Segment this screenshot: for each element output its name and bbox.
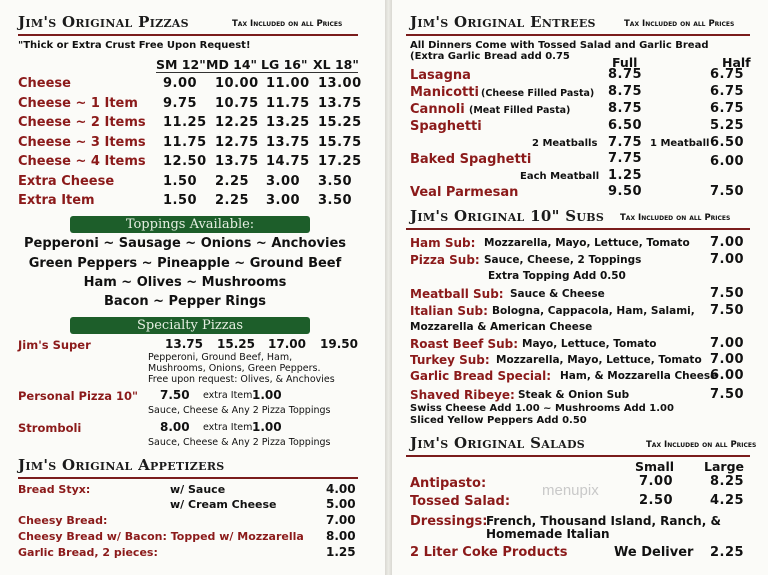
meatball-sub-price: 7.50: [710, 286, 745, 301]
ribeye-extra-1: Swiss Cheese Add 1.00 ~ Mushrooms Add 1.00: [410, 403, 674, 414]
pizza-row-price: 12.50: [163, 154, 207, 169]
pizza-sub-extra: Extra Topping Add 0.50: [488, 270, 626, 282]
pizza-row-price: 12.25: [215, 115, 259, 130]
pizza-row-price: 2.25: [215, 173, 250, 189]
antipasto-large: 8.25: [710, 474, 745, 489]
pizza-row-price: 3.00: [266, 173, 301, 189]
salads-large-header: Large: [704, 459, 744, 474]
cannoli-desc: (Meat Filled Pasta): [469, 105, 571, 116]
size-lg: LG 16": [261, 57, 308, 72]
size-md: MD 14": [206, 57, 258, 72]
pizza-row-price: 10.00: [215, 76, 259, 91]
cheesy-bread-label: Cheesy Bread:: [18, 514, 108, 527]
tossed-salad-large: 4.25: [710, 493, 745, 508]
manicotti-name: Manicotti: [410, 85, 479, 100]
ribeye-extra-2: Sliced Yellow Peppers Add 0.50: [410, 415, 587, 426]
lasagna-full: 8.75: [608, 67, 643, 82]
spaghetti-half: 5.25: [710, 118, 745, 133]
pizza-row-name: Cheese: [18, 76, 71, 91]
entrees-note-1: All Dinners Come with Tossed Salad and Garlic Bread: [410, 40, 709, 51]
garlic-bread-price: 1.25: [326, 545, 356, 559]
antipasto-name: Antipasto:: [410, 476, 487, 491]
turkey-sub-name: Turkey Sub:: [410, 353, 490, 367]
pizza-row-price: 9.75: [163, 95, 198, 111]
meatball-sub-name: Meatball Sub:: [410, 287, 504, 301]
roast-beef-sub-name: Roast Beef Sub:: [410, 337, 519, 351]
baked-spaghetti-full: 7.75: [608, 151, 643, 166]
turkey-sub-price: 7.00: [710, 352, 745, 367]
manicotti-full: 8.75: [608, 84, 643, 99]
stromboli-extra-label: extra Item: [203, 422, 253, 433]
two-meatballs-price: 7.75: [608, 135, 643, 150]
pizza-row-price: 2.25: [215, 193, 250, 208]
appetizers-heading: Jim's Original Appetizers: [18, 456, 225, 474]
stromboli-price: 8.00: [160, 420, 190, 434]
subs-heading: Jim's Original 10" Subs: [410, 207, 605, 225]
lasagna-name: Lasagna: [410, 68, 471, 83]
pizza-row-price: 12.75: [215, 134, 259, 150]
dressings-label: Dressings:: [410, 514, 488, 529]
toppings-line-1: Pepperoni ~ Sausage ~ Onions ~ Anchovies: [23, 236, 347, 251]
spaghetti-name: Spaghetti: [410, 119, 482, 134]
dressings-list-2: Homemade Italian: [486, 527, 610, 541]
pizza-row-name: Cheese ~ 1 Item: [18, 95, 138, 111]
cannoli-full: 8.75: [608, 101, 643, 116]
pizza-row-price: 3.00: [266, 193, 301, 208]
pizza-row-name: Extra Item: [18, 193, 95, 208]
bread-styx-cream: w/ Cream Cheese: [170, 498, 277, 511]
toppings-banner: Toppings Available:: [70, 216, 310, 233]
shaved-ribeye-price: 7.50: [710, 387, 745, 402]
entrees-full-header: Full: [612, 55, 638, 70]
dressings-list: French, Thousand Island, Ranch, &: [486, 514, 721, 528]
subs-rule: [406, 228, 750, 230]
pizza-row-price: 3.50: [318, 173, 353, 189]
personal-extra-price: 1.00: [252, 388, 282, 402]
pizza-row-name: Cheese ~ 2 Items: [18, 115, 146, 130]
salads-rule: [406, 455, 750, 457]
pizzas-heading: Jim's Original Pizzas: [18, 13, 189, 31]
cheesy-bread-price: 7.00: [326, 513, 356, 527]
we-deliver: We Deliver: [614, 545, 694, 560]
stromboli-desc: Sauce, Cheese & Any 2 Pizza Toppings: [148, 437, 331, 448]
personal-pizza-desc: Sauce, Cheese & Any 2 Pizza Toppings: [148, 405, 331, 416]
entrees-heading: Jim's Original Entrees: [410, 13, 596, 31]
bread-styx-sauce-price: 4.00: [326, 482, 356, 496]
ham-sub-desc: Mozzarella, Mayo, Lettuce, Tomato: [484, 237, 690, 249]
right-menu-page: [392, 0, 768, 575]
pizza-row-name: Extra Cheese: [18, 173, 115, 189]
pizza-row-price: 11.75: [266, 95, 310, 111]
turkey-sub-desc: Mozzarella, Mayo, Lettuce, Tomato: [496, 354, 702, 366]
cannoli-half: 6.75: [710, 101, 745, 116]
one-meatball-price: 6.50: [710, 135, 745, 150]
italian-sub-name: Italian Sub:: [410, 304, 488, 318]
each-meatball-label: Each Meatball: [520, 171, 600, 182]
crust-note: "Thick or Extra Crust Free Upon Request!: [18, 40, 251, 51]
jims-super-desc-1: Pepperoni, Ground Beef, Ham,: [148, 352, 293, 363]
veal-parmesan-full: 9.50: [608, 184, 643, 199]
garlic-special-price: 6.00: [710, 368, 745, 383]
spaghetti-full: 6.50: [608, 118, 643, 133]
baked-spaghetti-half: 6.00: [710, 154, 745, 169]
pizza-row-price: 13.25: [266, 115, 310, 130]
pizza-row-price: 1.50: [163, 173, 198, 189]
veal-parmesan-name: Veal Parmesan: [410, 185, 519, 200]
pizza-row-price: 11.25: [163, 115, 207, 130]
veal-parmesan-half: 7.50: [710, 184, 745, 199]
tossed-salad-small: 2.50: [639, 493, 674, 508]
manicotti-desc: (Cheese Filled Pasta): [481, 88, 595, 99]
italian-sub-price: 7.50: [710, 303, 745, 318]
jims-super-price-md: 15.25: [217, 337, 255, 351]
cheesy-bacon-price: 8.00: [326, 529, 356, 543]
pizza-sub-price: 7.00: [710, 252, 745, 267]
appetizers-rule: [18, 477, 358, 479]
personal-extra-label: extra Item: [203, 390, 253, 401]
pizza-row-price: 11.00: [266, 76, 310, 91]
roast-beef-sub-desc: Mayo, Lettuce, Tomato: [522, 338, 657, 350]
bread-styx-cream-price: 5.00: [326, 497, 356, 511]
salads-heading: Jim's Original Salads: [410, 434, 586, 452]
antipasto-small: 7.00: [639, 474, 674, 489]
lasagna-half: 6.75: [710, 67, 745, 82]
meatball-sub-desc: Sauce & Cheese: [510, 288, 605, 300]
pizza-row-price: 15.75: [318, 134, 362, 150]
pizza-row-price: 13.75: [266, 134, 310, 150]
toppings-line-2: Green Peppers ~ Pineapple ~ Ground Beef: [28, 256, 342, 271]
stromboli-name: Stromboli: [18, 421, 82, 435]
each-meatball-price: 1.25: [608, 168, 643, 183]
two-meatballs-label: 2 Meatballs: [532, 138, 598, 149]
pizza-sub-name: Pizza Sub:: [410, 253, 480, 267]
subs-tax-note: Tax Included on all Prices: [620, 213, 731, 223]
bread-styx-label: Bread Styx:: [18, 483, 91, 496]
entrees-rule: [406, 34, 750, 36]
pizza-row-price: 11.75: [163, 134, 207, 150]
one-meatball-label: 1 Meatball: [650, 138, 710, 149]
size-underline: [156, 72, 358, 73]
shaved-ribeye-desc: Steak & Onion Sub: [518, 389, 630, 401]
italian-sub-desc: Bologna, Cappacola, Ham, Salami,: [492, 305, 695, 317]
jims-super-desc-3: Free upon request: Olives, & Anchovies: [148, 374, 335, 385]
cannoli-name: Cannoli: [410, 102, 465, 117]
jims-super-price-xl: 19.50: [320, 337, 358, 351]
pizza-row-price: 9.00: [163, 76, 198, 91]
stromboli-extra-price: 1.00: [252, 420, 282, 434]
bread-styx-sauce: w/ Sauce: [170, 483, 226, 496]
entrees-tax-note: Tax Included on all Prices: [624, 19, 735, 29]
pizzas-rule: [18, 34, 358, 36]
pizzas-tax-note: Tax Included on all Prices: [232, 19, 343, 29]
size-sm: SM 12": [156, 57, 206, 72]
coke-products-name: 2 Liter Coke Products: [410, 545, 568, 560]
coke-products-price: 2.25: [710, 545, 745, 560]
jims-super-price-lg: 17.00: [268, 337, 306, 351]
garlic-special-desc: Ham, & Mozzarella Cheese: [560, 370, 718, 382]
pizza-row-price: 15.25: [318, 115, 362, 130]
manicotti-half: 6.75: [710, 84, 745, 99]
garlic-bread-label: Garlic Bread, 2 pieces:: [18, 546, 158, 559]
personal-pizza-price: 7.50: [160, 388, 190, 402]
menupix-watermark: menupix: [542, 482, 599, 499]
menu-fold: [385, 0, 392, 575]
personal-pizza-name: Personal Pizza 10": [18, 389, 139, 403]
entrees-note-2: (Extra Garlic Bread add 0.75: [410, 51, 570, 62]
specialty-banner: Specialty Pizzas: [70, 317, 310, 334]
jims-super-price-sm: 13.75: [165, 337, 203, 351]
pizza-row-price: 17.25: [318, 154, 362, 169]
pizza-row-price: 13.75: [215, 154, 259, 169]
ham-sub-price: 7.00: [710, 235, 745, 250]
pizza-row-name: Cheese ~ 4 Items: [18, 154, 146, 169]
pizza-sub-desc: Sauce, Cheese, 2 Toppings: [484, 254, 642, 266]
salads-tax-note: Tax Included on all Prices: [646, 440, 757, 450]
roast-beef-sub-price: 7.00: [710, 336, 745, 351]
shaved-ribeye-name: Shaved Ribeye:: [410, 388, 515, 402]
baked-spaghetti-name: Baked Spaghetti: [410, 152, 532, 167]
cheesy-bacon-label: Cheesy Bread w/ Bacon: Topped w/ Mozzarella: [18, 530, 304, 543]
ham-sub-name: Ham Sub:: [410, 236, 476, 250]
toppings-line-4: Bacon ~ Pepper Rings: [104, 294, 266, 309]
garlic-special-name: Garlic Bread Special:: [410, 369, 552, 383]
pizza-row-price: 13.75: [318, 95, 362, 111]
pizza-row-price: 14.75: [266, 154, 310, 169]
pizza-row-price: 13.00: [318, 76, 362, 91]
size-xl: XL 18": [313, 57, 359, 72]
pizza-row-price: 3.50: [318, 193, 353, 208]
entrees-half-header: Half: [722, 55, 751, 70]
tossed-salad-name: Tossed Salad:: [410, 494, 511, 509]
pizza-row-name: Cheese ~ 3 Items: [18, 134, 146, 150]
toppings-line-3: Ham ~ Olives ~ Mushrooms: [83, 275, 287, 290]
jims-super-desc-2: Mushrooms, Onions, Green Peppers.: [148, 363, 321, 374]
pizza-row-price: 10.75: [215, 95, 259, 111]
salads-small-header: Small: [635, 459, 675, 474]
jims-super-name: Jim's Super: [18, 338, 91, 352]
pizza-row-price: 1.50: [163, 193, 198, 208]
italian-sub-desc-2: Mozzarella & American Cheese: [410, 321, 593, 333]
